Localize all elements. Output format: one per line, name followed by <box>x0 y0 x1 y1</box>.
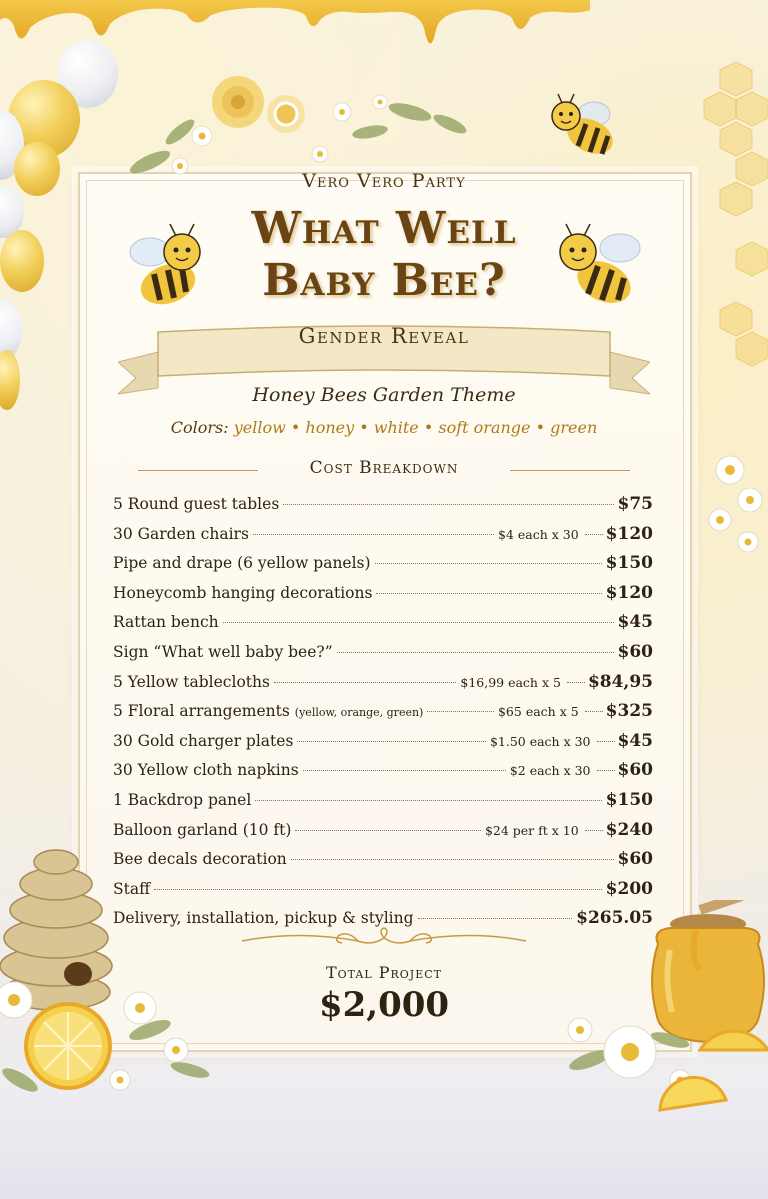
lemon-flowers-right <box>560 1000 768 1130</box>
dot-leader <box>585 711 603 712</box>
cost-item-row <box>113 612 653 642</box>
cost-item-row <box>113 583 653 613</box>
organizer-name: Vero Vero Party <box>302 170 466 192</box>
event-title-line2: Baby Bee? <box>262 255 506 306</box>
dot-leader <box>418 918 573 919</box>
theme-text: Honey Bees Garden Theme <box>252 384 516 406</box>
item-unit-detail: $24 per ft x 10 <box>484 822 579 838</box>
colors-line <box>0 418 768 437</box>
cost-item-row <box>113 760 653 790</box>
item-price: $150 <box>605 789 653 810</box>
item-unit-detail: $16,99 each x 5 <box>460 674 561 690</box>
dot-leader <box>297 741 486 742</box>
flower-cluster-right <box>690 430 768 570</box>
cost-item-row <box>113 553 653 583</box>
cost-item-row <box>113 524 653 554</box>
item-name: 5 Round guest tables <box>113 495 280 513</box>
item-price: $240 <box>605 819 653 840</box>
cost-item-row <box>113 672 653 702</box>
cost-item-row <box>113 642 653 672</box>
item-name: 30 Garden chairs <box>113 524 249 543</box>
dot-leader <box>375 563 602 564</box>
colors-list: yellow • honey • white • soft orange • green <box>233 418 598 437</box>
item-name: Rattan bench <box>113 613 219 632</box>
item-price: $45 <box>617 730 653 751</box>
dot-leader <box>597 770 615 771</box>
item-note: (yellow, orange, green) <box>294 706 424 720</box>
dot-leader <box>585 534 603 535</box>
item-name: Honeycomb hanging decorations <box>113 583 373 602</box>
item-name: 30 Gold charger plates <box>113 731 294 750</box>
item-unit-detail: $4 each x 30 <box>497 526 579 542</box>
item-price: $200 <box>605 878 653 899</box>
cost-list <box>113 494 653 938</box>
item-name: Pipe and drape (6 yellow panels) <box>113 554 371 573</box>
event-title-line1: What Well <box>251 203 517 254</box>
dot-leader <box>291 859 614 860</box>
item-unit-detail: $65 each x 5 <box>497 704 579 720</box>
item-name: Delivery, installation, pickup & styling <box>113 909 414 928</box>
flourish-divider <box>238 926 530 956</box>
total-label: Total Project <box>325 963 443 982</box>
item-price: $265.05 <box>576 908 653 929</box>
item-unit-detail: $1.50 each x 30 <box>489 733 591 749</box>
dot-leader <box>255 800 601 801</box>
item-name: Staff <box>113 879 151 898</box>
ribbon-text: Gender Reveal <box>298 324 470 348</box>
item-price: $84,95 <box>587 671 653 692</box>
item-price: $60 <box>617 849 653 870</box>
cost-item-row <box>113 790 653 820</box>
item-price: $325 <box>605 701 653 722</box>
cost-item-row <box>113 879 653 909</box>
item-name: 5 Floral arrangements <box>113 702 290 721</box>
item-price: $45 <box>617 612 653 633</box>
colors-label: Colors: <box>170 418 229 437</box>
dot-leader <box>274 682 456 683</box>
item-name: 1 Backdrop panel <box>113 790 252 809</box>
cost-item-row <box>113 494 653 524</box>
dot-leader <box>154 889 602 890</box>
item-price: $60 <box>617 760 653 781</box>
dot-leader <box>223 622 614 623</box>
dot-leader <box>295 830 481 831</box>
divider-right <box>510 470 630 471</box>
dot-leader <box>597 741 615 742</box>
dot-leader <box>427 711 494 712</box>
dot-leader <box>567 682 585 683</box>
item-price: $60 <box>617 641 653 662</box>
item-name: Balloon garland (10 ft) <box>113 820 292 839</box>
dot-leader <box>585 830 603 831</box>
cost-item-row <box>113 820 653 850</box>
cost-item-row <box>113 701 653 731</box>
item-name: Bee decals decoration <box>113 850 287 869</box>
total-value: $2,000 <box>318 985 450 1025</box>
section-title: Cost Breakdown <box>309 458 459 478</box>
dot-leader <box>253 534 494 535</box>
bee-icon <box>546 92 624 162</box>
lemon-flowers-left <box>0 960 260 1120</box>
item-name: Sign “What well baby bee?” <box>113 642 333 661</box>
item-name: 30 Yellow cloth napkins <box>113 761 299 780</box>
item-price: $75 <box>617 494 653 514</box>
dot-leader <box>337 652 614 653</box>
cost-item-row <box>113 731 653 761</box>
item-name: 5 Yellow tablecloths <box>113 672 270 691</box>
dot-leader <box>376 593 601 594</box>
item-price: $150 <box>605 553 653 574</box>
item-price: $120 <box>605 523 653 544</box>
item-price: $120 <box>605 582 653 603</box>
dot-leader <box>283 504 613 505</box>
item-unit-detail: $2 each x 30 <box>509 763 591 779</box>
cost-item-row <box>113 849 653 879</box>
dot-leader <box>303 770 506 771</box>
